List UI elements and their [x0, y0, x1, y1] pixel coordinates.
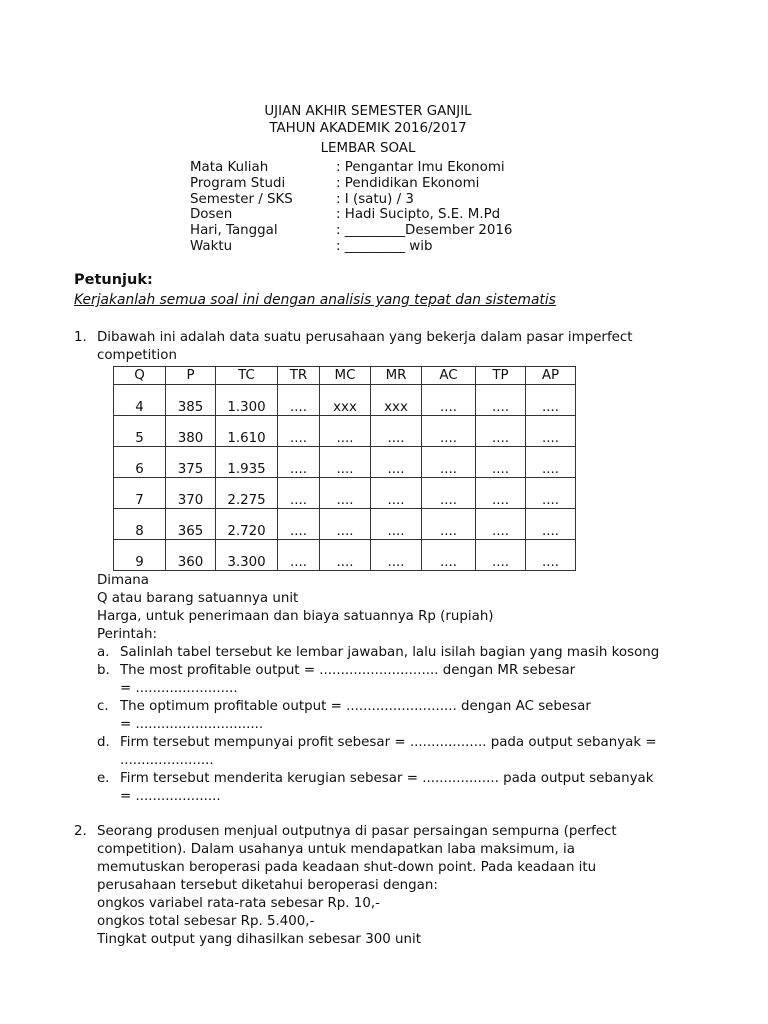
col-header-tp: TP	[476, 367, 526, 385]
table-cell: 9	[114, 540, 166, 571]
item-letter: e.	[97, 771, 110, 786]
table-cell: 8	[114, 509, 166, 540]
table-cell: ....	[371, 447, 422, 478]
info-value-date: : _________Desember 2016	[336, 223, 513, 238]
q2-line: ongkos total sebesar Rp. 5.400,-	[97, 914, 315, 929]
table-cell: ....	[371, 478, 422, 509]
info-value-program: : Pendidikan Ekonomi	[336, 176, 480, 191]
table-cell: 385	[166, 385, 216, 416]
info-label-course: Mata Kuliah	[190, 160, 269, 175]
item-text-cont: = ....................	[120, 789, 221, 804]
info-label-date: Hari, Tanggal	[190, 223, 278, 238]
table-cell: ....	[278, 478, 320, 509]
table-cell: 370	[166, 478, 216, 509]
table-cell: 4	[114, 385, 166, 416]
q2-line: memutuskan beroperasi pada keadaan shut-down point. Pada keadaan itu	[97, 860, 597, 875]
table-cell: 2.720	[216, 509, 278, 540]
col-header-ap: AP	[526, 367, 576, 385]
table-row	[114, 447, 576, 478]
info-value-lecturer: : Hadi Sucipto, S.E. M.Pd	[336, 207, 501, 222]
table-cell: ....	[422, 416, 476, 447]
table-cell: ....	[278, 540, 320, 571]
table-cell: ....	[526, 447, 576, 478]
table-cell: ....	[371, 416, 422, 447]
item-text: The most profitable output = ............................ dengan MR sebesar	[120, 663, 576, 678]
q2-number: 2.	[74, 824, 87, 839]
table-cell: 375	[166, 447, 216, 478]
table-cell: ....	[422, 447, 476, 478]
table-cell: 360	[166, 540, 216, 571]
q2-line: Seorang produsen menjual outputnya di pasar persaingan sempurna (perfect	[97, 824, 617, 839]
note-line: Q atau barang satuannya unit	[97, 591, 299, 606]
table-cell: ....	[320, 509, 371, 540]
table-row	[114, 478, 576, 509]
q2-line: Tingkat output yang dihasilkan sebesar 300 unit	[97, 932, 421, 947]
col-header-tr: TR	[278, 367, 320, 385]
data-table	[113, 366, 576, 571]
info-label-time: Waktu	[190, 239, 233, 254]
table-row	[114, 540, 576, 571]
q2-line: ongkos variabel rata-rata sebesar Rp. 10,-	[97, 896, 380, 911]
note-line: Harga, untuk penerimaan dan biaya satuannya Rp (rupiah)	[97, 609, 494, 624]
item-text: Firm tersebut mempunyai profit sebesar = .................. pada output sebanyak =	[120, 735, 657, 750]
table-cell: ....	[526, 478, 576, 509]
table-cell: ....	[278, 447, 320, 478]
table-cell: xxx	[320, 385, 371, 416]
table-cell: ....	[422, 385, 476, 416]
table-cell: ....	[526, 509, 576, 540]
item-letter: a.	[97, 645, 110, 660]
table-row	[114, 385, 576, 416]
table-cell: ....	[320, 447, 371, 478]
col-header-tc: TC	[216, 367, 278, 385]
table-cell: 1.300	[216, 385, 278, 416]
info-label-program: Program Studi	[190, 176, 286, 191]
table-cell: ....	[278, 416, 320, 447]
table-cell: ....	[320, 540, 371, 571]
table-cell: ....	[476, 540, 526, 571]
table-cell: ....	[476, 416, 526, 447]
table-cell: 3.300	[216, 540, 278, 571]
table-cell: ....	[422, 509, 476, 540]
info-value-semester: : I (satu) / 3	[336, 192, 414, 207]
table-cell: ....	[320, 478, 371, 509]
item-letter: b.	[97, 663, 110, 678]
exam-title: UJIAN AKHIR SEMESTER GANJIL	[264, 104, 472, 119]
col-header-mc: MC	[320, 367, 371, 385]
q1-text-line2: competition	[97, 348, 177, 363]
table-row	[114, 509, 576, 540]
table-cell: ....	[371, 540, 422, 571]
item-text-cont: = ........................	[120, 681, 238, 696]
table-cell: 5	[114, 416, 166, 447]
table-cell: ....	[476, 385, 526, 416]
instructions-text: Kerjakanlah semua soal ini dengan analisis yang tepat dan sistematis	[74, 292, 556, 308]
table-cell: ....	[320, 416, 371, 447]
q2-line: perusahaan tersebut diketahui beroperasi dengan:	[97, 878, 438, 893]
item-text: The optimum profitable output = .......................... dengan AC sebesar	[120, 699, 591, 714]
table-cell: 7	[114, 478, 166, 509]
q1-number: 1.	[74, 330, 87, 345]
item-letter: c.	[97, 699, 109, 714]
table-cell: ....	[422, 540, 476, 571]
table-cell: ....	[526, 416, 576, 447]
col-header-q: Q	[114, 367, 166, 385]
item-text: Firm tersebut menderita kerugian sebesar = .................. pada output sebanyak	[120, 771, 654, 786]
info-label-lecturer: Dosen	[190, 207, 233, 222]
table-cell: 1.935	[216, 447, 278, 478]
table-cell: 2.275	[216, 478, 278, 509]
table-cell: ....	[371, 509, 422, 540]
col-header-mr: MR	[371, 367, 422, 385]
table-cell: ....	[526, 385, 576, 416]
info-value-time: : _________ wib	[336, 239, 433, 254]
sheet-title: LEMBAR SOAL	[320, 141, 416, 156]
note-line: Dimana	[97, 573, 149, 588]
item-text-cont: = ..............................	[120, 717, 264, 732]
item-text-cont: ......................	[120, 753, 214, 768]
q1-text-line1: Dibawah ini adalah data suatu perusahaan yang bekerja dalam pasar imperfect	[97, 330, 633, 345]
item-text: Salinlah tabel tersebut ke lembar jawaban, lalu isilah bagian yang masih kosong	[120, 645, 660, 660]
academic-year: TAHUN AKADEMIK 2016/2017	[269, 121, 467, 136]
table-cell: ....	[422, 478, 476, 509]
table-cell: ....	[526, 540, 576, 571]
table-cell: 6	[114, 447, 166, 478]
table-row	[114, 416, 576, 447]
table-cell: xxx	[371, 385, 422, 416]
col-header-ac: AC	[422, 367, 476, 385]
table-header-row	[114, 367, 576, 385]
info-value-course: : Pengantar Imu Ekonomi	[336, 160, 505, 175]
item-letter: d.	[97, 735, 110, 750]
table-cell: ....	[476, 509, 526, 540]
note-line: Perintah:	[97, 627, 158, 642]
table-cell: ....	[476, 447, 526, 478]
info-label-semester: Semester / SKS	[190, 192, 293, 207]
table-cell: 365	[166, 509, 216, 540]
col-header-p: P	[166, 367, 216, 385]
table-cell: 380	[166, 416, 216, 447]
table-cell: ....	[476, 478, 526, 509]
instructions-heading: Petunjuk:	[74, 272, 153, 288]
table-cell: ....	[278, 509, 320, 540]
q2-line: competition). Dalam usahanya untuk mendapatkan laba maksimum, ia	[97, 842, 575, 857]
table-cell: ....	[278, 385, 320, 416]
table-cell: 1.610	[216, 416, 278, 447]
